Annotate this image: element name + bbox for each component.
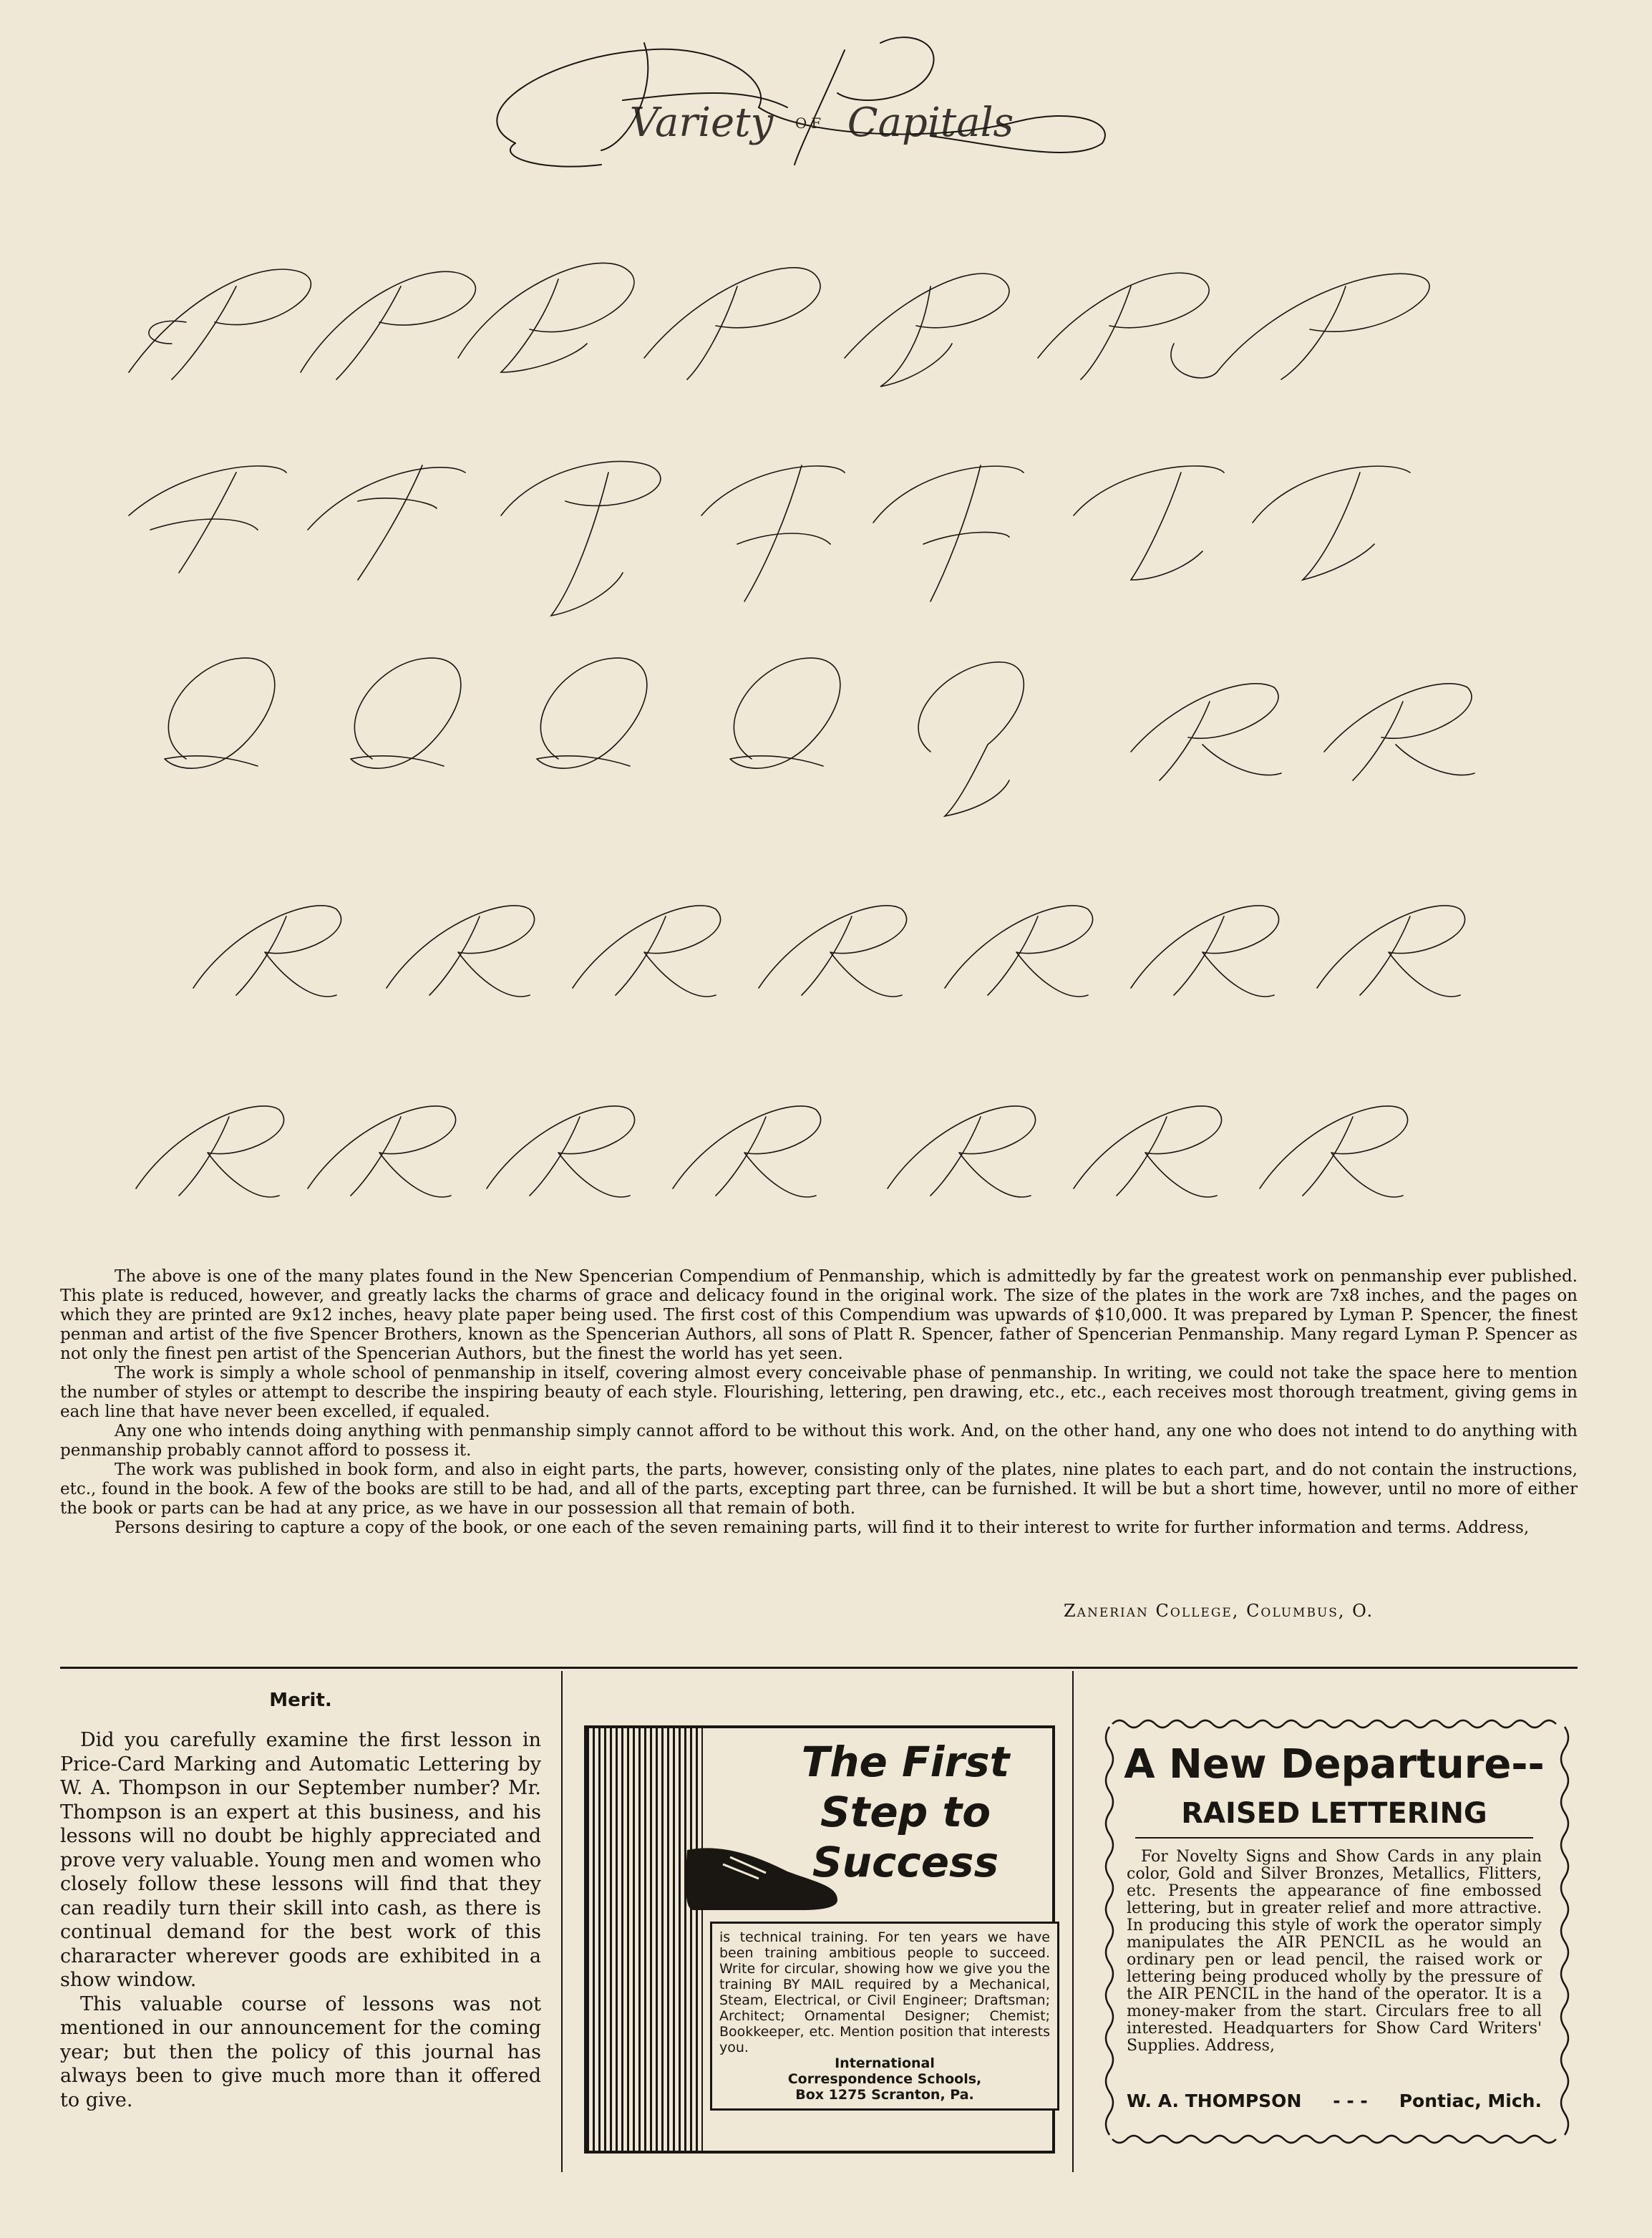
title-word-1: Variety	[629, 100, 774, 146]
article-paragraph: Any one who intends doing anything with penmanship simply cannot afford to be without this work. And, on the other hand, any one who does not intend to do anything with penmanship probably cannot afford to possess it.	[60, 1422, 1578, 1460]
capitals-row-2	[129, 461, 1410, 616]
departure-body: For Novelty Signs and Show Cards in any plain color, Gold and Silver Bronzes, Metallics, Flitters, etc. Presents the appearance of fine embossed lettering, but in greater relief and more attractive. In producing this style of work the operator simply manipulates the AIR PENCIL as he would an ordinary pen or lead pencil, the raised work or lettering being produced wholly by the pressure of the AIR PENCIL in the hand of the operator. It is a money-maker from the start. Circulars free to all interested. Headquarters for Show Card Writers' Supplies. Address,	[1127, 1848, 1542, 2055]
article-paragraph: The above is one of the many plates found in the New Spencerian Compendium of Penmanship, which is admittedly by far the greatest work on penmanship ever published. This plate is reduced, however, and greatly lacks the charms of grace and delicacy found in the original work. The size of the plates in the work are 7x8 inches, and the pages on which they are printed are 9x12 inches, heavy plate paper being used. The first cost of this Compendium was upwards of $10,000. It was prepared by Lyman P. Spencer, the finest penman and artist of the five Spencer Brothers, known as the Spencerian Authors, all sons of Platt R. Spencer, father of Spencerian Penmanship. Many regard Lyman P. Spencer as not only the finest pen artist of the Spencerian Authors, but the finest the world has yet seen.	[60, 1267, 1578, 1363]
merit-column	[60, 1690, 541, 2112]
title-word-2: Capitals	[847, 100, 1014, 146]
ad-org-address: Box 1275 Scranton, Pa.	[795, 2087, 974, 2103]
capitals-row-4	[193, 906, 1465, 997]
capitals-row-5	[136, 1106, 1408, 1197]
ad-org-schools: Correspondence Schools,	[787, 2071, 982, 2087]
success-advertisement	[584, 1725, 1055, 2154]
section-divider	[60, 1667, 1578, 1669]
departure-signature	[1127, 2091, 1542, 2111]
new-departure-advertisement	[1098, 1713, 1578, 2149]
capitals-row-1	[129, 263, 1429, 387]
article-body	[60, 1267, 1578, 1538]
departure-sign-dashes: - - -	[1333, 2091, 1368, 2111]
ad-headline-line-2: Step to	[820, 1788, 991, 1836]
ad-copy	[710, 1922, 1059, 2111]
capitals-row-3	[165, 658, 1474, 816]
departure-subtitle: RAISED LETTERING	[1181, 1797, 1487, 1830]
column-divider	[561, 1671, 563, 2172]
ad-headline-line-3: Success	[812, 1838, 999, 1886]
trouser-illustration	[587, 1728, 703, 2151]
column-divider	[1072, 1671, 1074, 2172]
departure-sign-name: W. A. THOMPSON	[1127, 2091, 1302, 2111]
article-paragraph: The work is simply a whole school of penmanship in itself, covering almost every conceivable phase of penmanship. In writing, we could not take the space here to mention the number of styles or attempt to describe the inspiring beauty of each style. Flourishing, lettering, pen drawing, etc., etc., each receives most thorough treatment, giving gems in each line that have never been excelled, if equaled.	[60, 1364, 1578, 1421]
article-signature: Zanerian College, Columbus, O.	[1064, 1601, 1374, 1621]
departure-copy	[1127, 1849, 1542, 2055]
merit-paragraph: This valuable course of lessons was not mentioned in our announcement for the coming year; but then the policy of this journal has always been to give much more than it offered to give.	[60, 1992, 541, 2111]
departure-rule	[1135, 1837, 1533, 1839]
article-paragraph: The work was published in book form, and also in eight parts, the parts, however, consisting only of the plates, nine plates to each part, and do not contain the instructions, etc., found in the book. A few of the books are still to be had, and all of the parts, excepting part three, can be furnished. It will be but a short time, however, until no more of either the book or parts can be had at any price, as we have in our possession all that remain of both.	[60, 1460, 1578, 1518]
title-of: OF	[795, 115, 826, 132]
ad-body: is technical training. For ten years we have been training ambitious people to succeed. Write for circular, showing how we give you the training BY MAIL required by a Mechanical, Steam, Electrical, or Civil Engineer; Draftsman; Architect; Ornamental Designer; Chemist; Bookkeeper, etc. Mention position that interests you.	[719, 1929, 1050, 2055]
ad-org-name: International	[835, 2055, 935, 2071]
article-paragraph: Persons desiring to capture a copy of the book, or one each of the seven remaining parts, will find it to their interest to write for further information and terms. Address,	[115, 1518, 1530, 1537]
merit-paragraph: Did you carefully examine the first lesson in Price-Card Marking and Automatic Lettering by W. A. Thompson in our September number? Mr. Thompson is an expert at this business, and his lessons will no doubt be highly appreciated and prove very valuable. Young men and women who closely follow these lessons will find that they can readily turn their skill into cash, as there is continual demand for the best work of this chararacter wherever goods are exhibited in a show window.	[60, 1729, 541, 1991]
title-flourish	[497, 37, 1105, 167]
departure-sign-place: Pontiac, Mich.	[1399, 2091, 1542, 2111]
departure-title: A New Departure--	[1124, 1741, 1545, 1788]
merit-title: Merit.	[269, 1690, 332, 1711]
ad-headline-line-1: The First	[801, 1738, 1010, 1786]
